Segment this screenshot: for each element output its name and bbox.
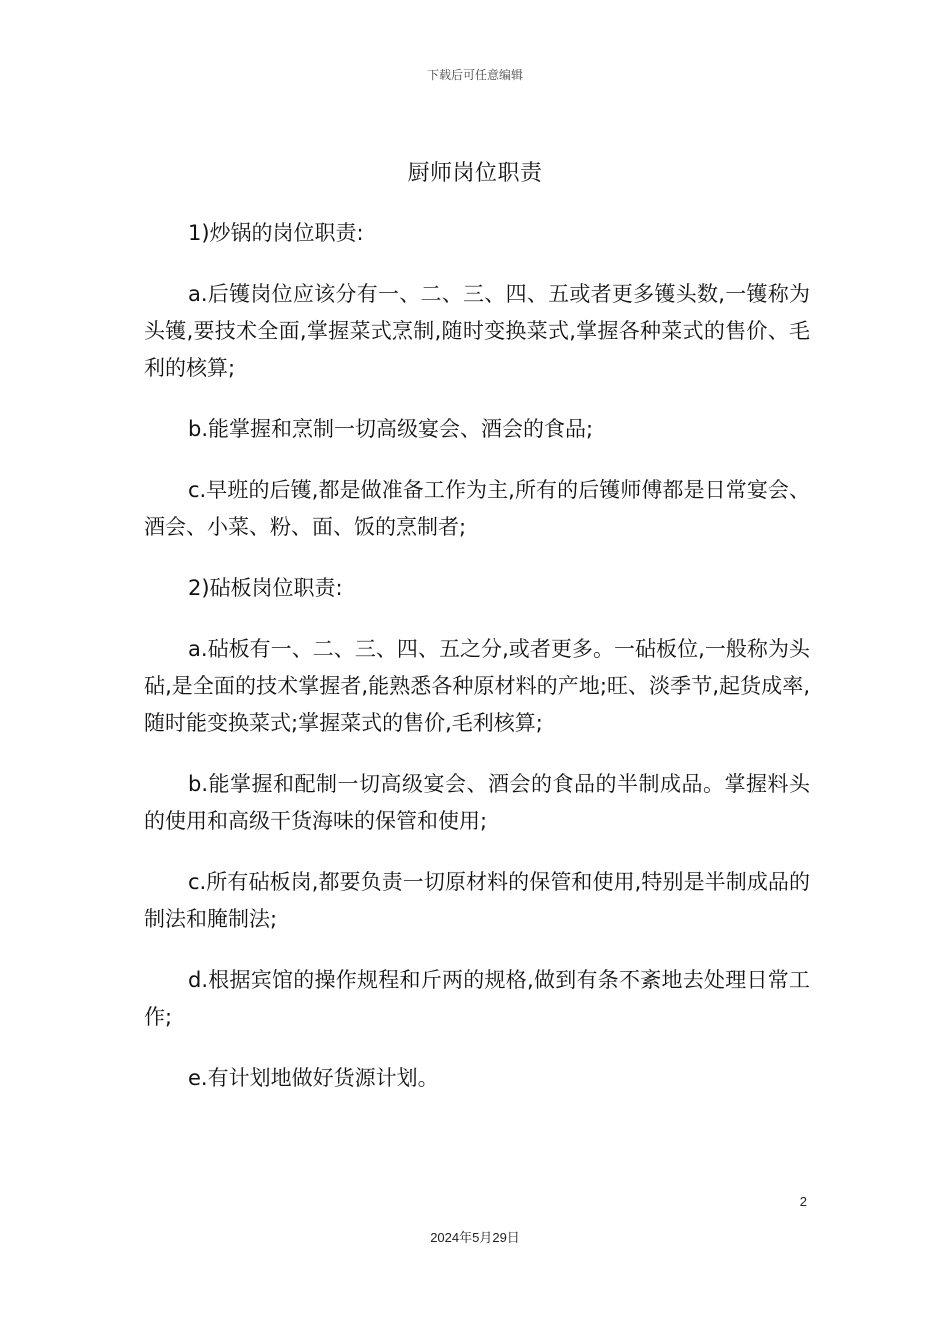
paragraph-wok-b: b.能掌握和烹制一切高级宴会、酒会的食品;: [188, 417, 594, 441]
paragraph-wok-a: a.后镬岗位应该分有一、二、三、四、五或者更多镬头数,一镬称为头镬,要技术全面,掌握菜式烹制,随时变换菜式,掌握各种菜式的售价、毛利的核算;: [144, 282, 810, 380]
paragraph-board-a: a.砧板有一、二、三、四、五之分,或者更多。一砧板位,一般称为头砧,是全面的技术掌握者,能熟悉各种原材料的产地;旺、淡季节,起货成率,随时能变换菜式;掌握菜式的售价,毛利核算;: [144, 637, 810, 735]
header-note: 下载后可任意编辑: [426, 68, 523, 82]
document-title: 厨师岗位职责: [407, 161, 543, 186]
page-number: 2: [799, 1194, 807, 1209]
paragraph-board-e: e.有计划地做好货源计划。: [188, 1066, 439, 1090]
section-heading-wok: 1)炒锅的岗位职责:: [188, 221, 364, 245]
paragraph-wok-c: c.早班的后镬,都是做准备工作为主,所有的后镬师傅都是日常宴会、酒会、小菜、粉、面、饭的烹制者;: [144, 478, 810, 539]
document-body: [144, 215, 810, 1121]
paragraph-board-c: c.所有砧板岗,都要负责一切原材料的保管和使用,特别是半制成品的制法和腌制法;: [144, 870, 810, 931]
paragraph-board-d: d.根据宾馆的操作规程和斤两的规格,做到有条不紊地去处理日常工作;: [144, 968, 810, 1029]
footer-date: 2024年5月29日: [430, 1230, 520, 1245]
paragraph-board-b: b.能掌握和配制一切高级宴会、酒会的食品的半制成品。掌握料头的使用和高级干货海味的保管和使用;: [144, 772, 810, 833]
section-heading-chopping-board: 2)砧板岗位职责:: [188, 576, 343, 600]
